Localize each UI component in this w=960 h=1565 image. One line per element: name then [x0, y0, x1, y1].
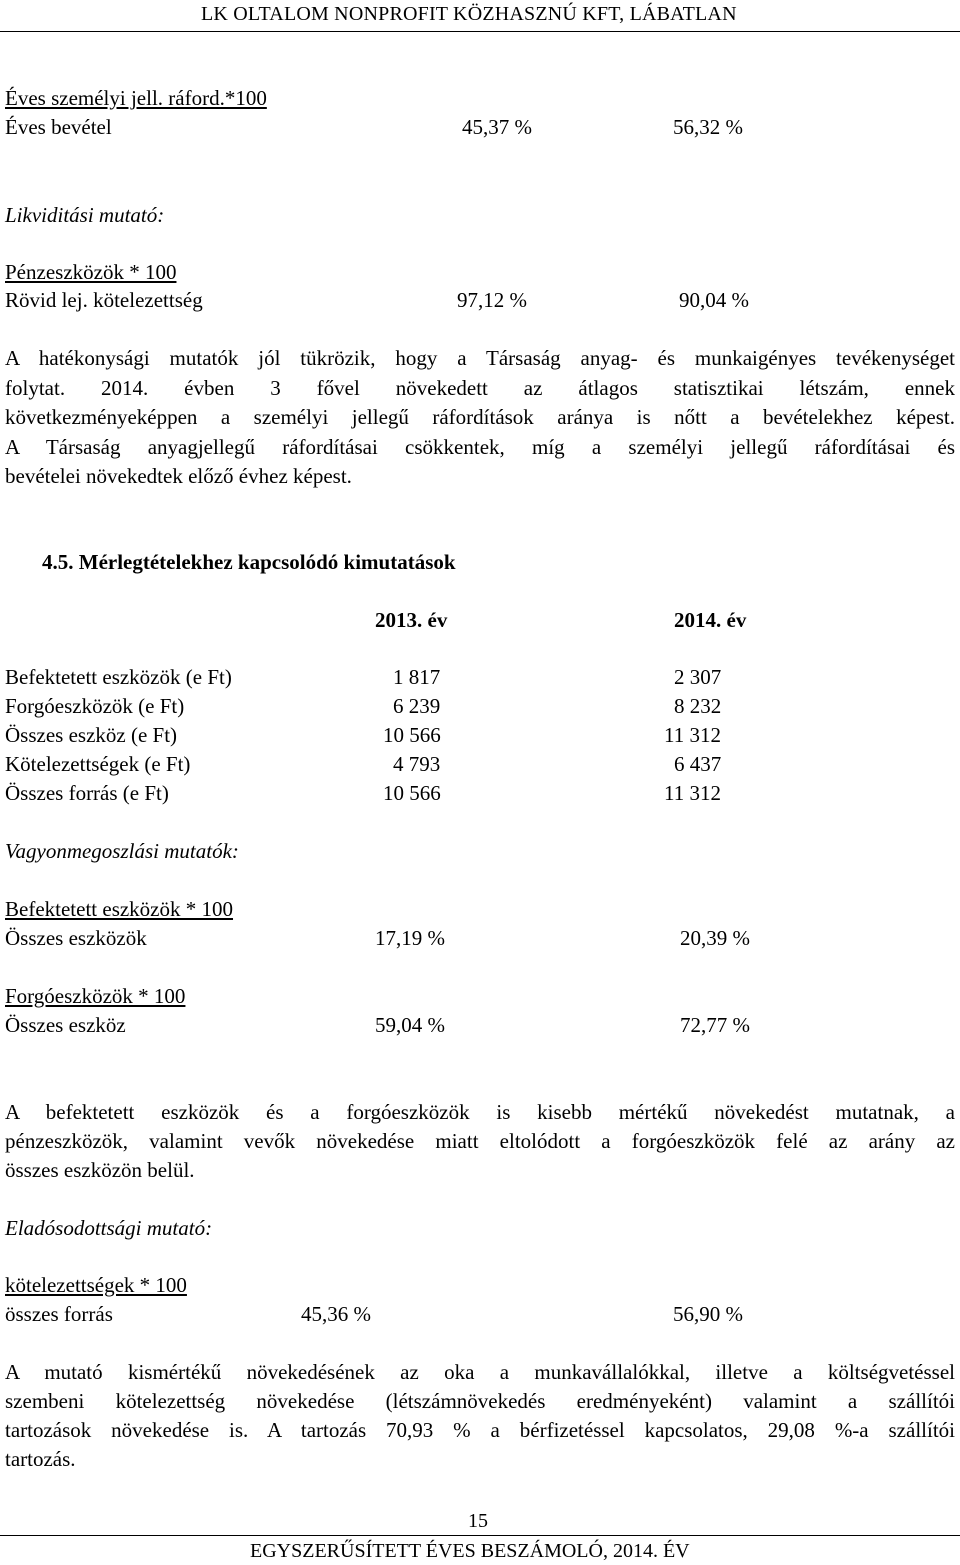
personnel-ratio-2013: 45,37 % [462, 115, 532, 139]
fixed-assets-denominator: Összes eszközök [5, 926, 147, 950]
column-header-2014: 2014. év [674, 608, 747, 632]
paragraph1-line-5: bevételei növekedtek előző évhez képest. [5, 464, 352, 488]
liquidity-2013: 97,12 % [457, 288, 527, 312]
table-row-label: Kötelezettségek (e Ft) [5, 752, 191, 776]
page-number: 15 [468, 1510, 488, 1532]
table-row-2014: 11 312 [664, 723, 721, 747]
fixed-assets-numerator: Befektetett eszközök * 100 [5, 897, 234, 921]
table-row-2014: 2 307 [674, 665, 722, 689]
personnel-ratio-2014: 56,32 % [673, 115, 743, 139]
personnel-ratio-denominator: Éves bevétel [5, 115, 112, 139]
current-assets-numerator: Forgóeszközök * 100 [5, 984, 186, 1008]
footer-rule [0, 1535, 960, 1536]
table-row-label: Összes eszköz (e Ft) [5, 723, 178, 747]
page-footer-title: EGYSZERŰSÍTETT ÉVES BESZÁMOLÓ, 2014. ÉV [250, 1540, 690, 1562]
table-row-label: Forgóeszközök (e Ft) [5, 694, 185, 718]
paragraph3-line-4: tartozás. [5, 1447, 76, 1471]
paragraph1-line-4: A Társaság anyagjellegű ráfordításai csökkentek, míg a személyi jellegű ráfordításai és [5, 435, 955, 459]
liquidity-title: Likviditási mutató: [5, 203, 165, 227]
paragraph1-line-3: következményeképpen a személyi jellegű ráfordítások aránya is nőtt a bevételekhez képest. [5, 405, 955, 429]
fixed-assets-2014: 20,39 % [680, 926, 750, 950]
liquidity-2014: 90,04 % [679, 288, 749, 312]
paragraph1-line-1: A hatékonysági mutatók jól tükrözik, hogy a Társaság anyag- és munkaigényes tevékenységet [5, 346, 955, 370]
personnel-ratio-numerator: Éves személyi jell. ráford.*100 [5, 86, 267, 110]
debt-ratio-2014: 56,90 % [673, 1302, 743, 1326]
table-row-2014: 6 437 [674, 752, 722, 776]
debt-ratio-title: Eladósodottsági mutató: [5, 1216, 213, 1240]
table-row-2013: 10 566 [383, 723, 441, 747]
paragraph3-line-2: szembeni kötelezettség növekedése (létszámnövekedés eredményeként) valamint a szállítói [5, 1389, 955, 1413]
current-assets-denominator: Összes eszköz [5, 1013, 126, 1037]
paragraph2-line-1: A befektetett eszközök és a forgóeszközök is kisebb mértékű növekedést mutatnak, a [5, 1100, 955, 1124]
table-row-2013: 6 239 [393, 694, 441, 718]
liquidity-numerator: Pénzeszközök * 100 [5, 260, 177, 284]
table-row-2013: 1 817 [393, 665, 441, 689]
paragraph3-line-3: tartozások növekedése is. A tartozás 70,93 % a bérfizetéssel kapcsolatos, 29,08 %-a szállítói [5, 1418, 955, 1442]
current-assets-2014: 72,77 % [680, 1013, 750, 1037]
paragraph3-line-1: A mutató kismértékű növekedésének az oka a munkavállalókkal, illetve a költségvetéssel [5, 1360, 955, 1384]
asset-ratios-title: Vagyonmegoszlási mutatók: [5, 839, 239, 863]
table-row-label: Befektetett eszközök (e Ft) [5, 665, 232, 689]
paragraph1-line-2: folytat. 2014. évben 3 fővel növekedett az átlagos statisztikai létszám, ennek [5, 376, 955, 400]
table-row-2014: 11 312 [664, 781, 721, 805]
liquidity-denominator: Rövid lej. kötelezettség [5, 288, 203, 312]
table-row-2013: 4 793 [393, 752, 441, 776]
paragraph2-line-2: pénzeszközök, valamint vevők növekedése miatt eltolódott a forgóeszközök felé az arány az [5, 1129, 955, 1153]
header-rule [0, 31, 960, 32]
debt-ratio-numerator: kötelezettségek * 100 [5, 1273, 187, 1297]
table-row-2013: 10 566 [383, 781, 441, 805]
table-row-label: Összes forrás (e Ft) [5, 781, 169, 805]
paragraph2-line-3: összes eszközön belül. [5, 1158, 195, 1182]
section-heading: 4.5. Mérlegtételekhez kapcsolódó kimutatások [42, 550, 456, 574]
page-header-title: LK OLTALOM NONPROFIT KÖZHASZNÚ KFT, LÁBATLAN [201, 3, 737, 25]
debt-ratio-denominator: összes forrás [5, 1302, 113, 1326]
current-assets-2013: 59,04 % [375, 1013, 445, 1037]
fixed-assets-2013: 17,19 % [375, 926, 445, 950]
table-row-2014: 8 232 [674, 694, 722, 718]
column-header-2013: 2013. év [375, 608, 448, 632]
debt-ratio-2013: 45,36 % [301, 1302, 371, 1326]
